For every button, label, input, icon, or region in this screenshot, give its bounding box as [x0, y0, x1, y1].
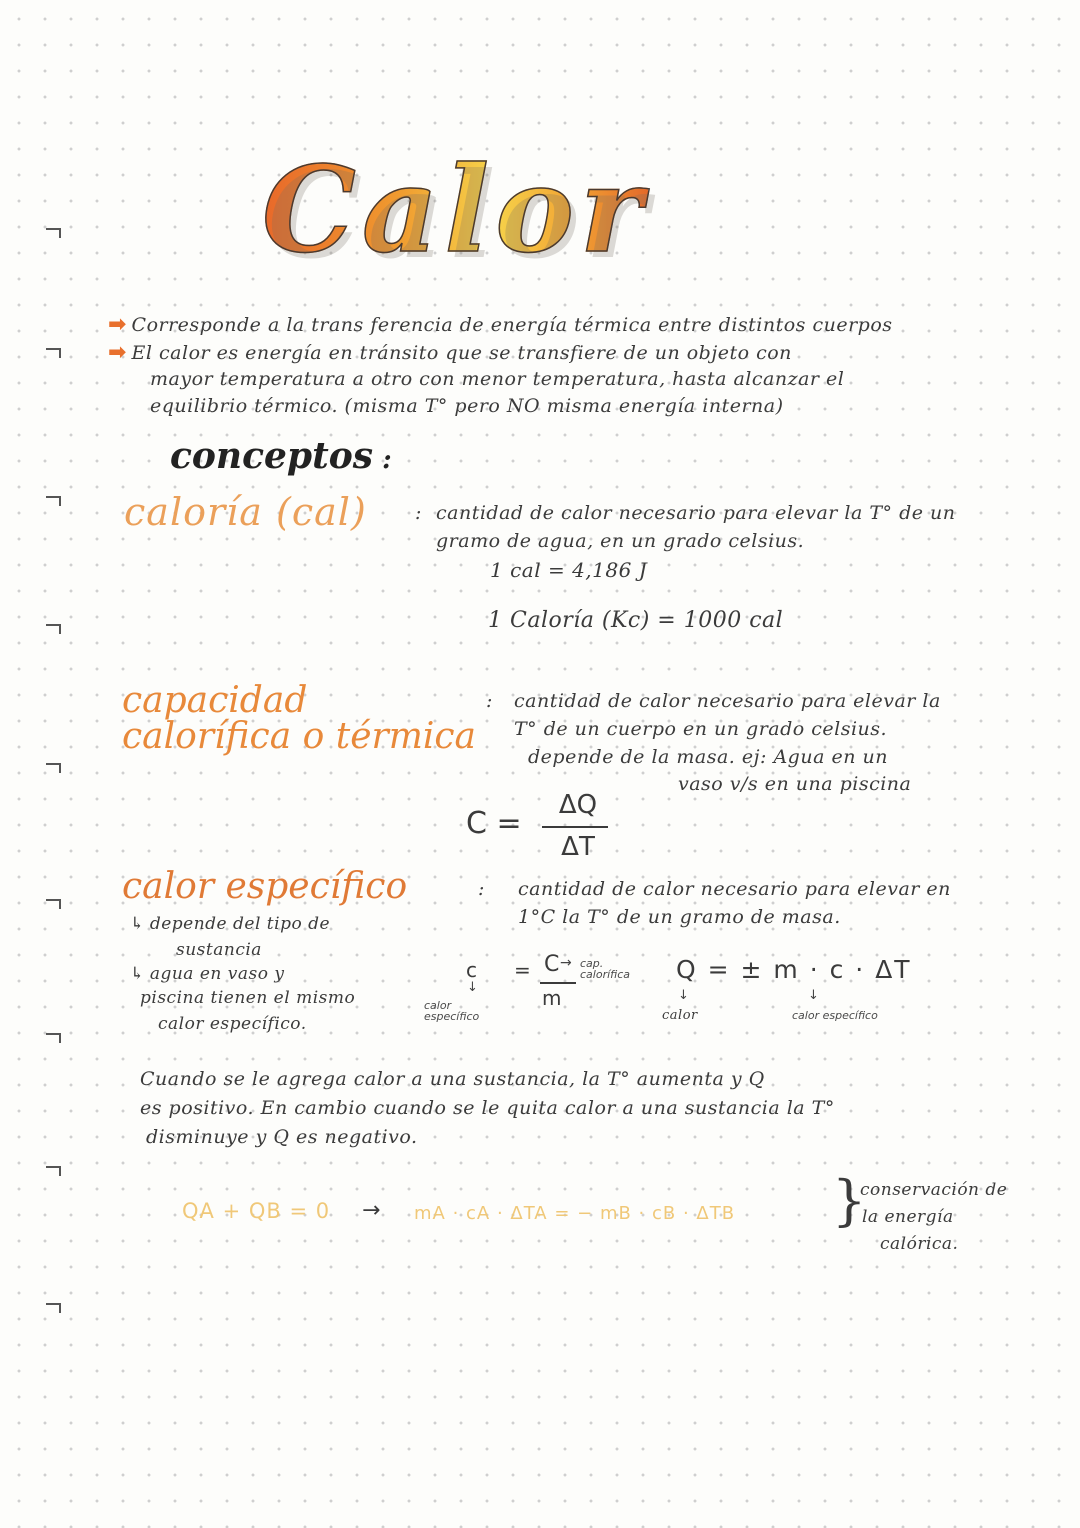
- hook-arrow-icon: ↳: [130, 964, 145, 984]
- capacidad-def: T° de un cuerpo en un grado celsius.: [514, 718, 888, 740]
- frac-num: C: [544, 952, 560, 977]
- especifico-def: 1°C la T° de un gramo de masa.: [518, 906, 841, 928]
- capacidad-def: cantidad de calor necesario para elevar la: [514, 690, 941, 712]
- paragraph-line: Cuando se le agrega calor a una sustancia, la T° aumenta y Q: [140, 1068, 765, 1090]
- arrow-right-icon: →: [560, 955, 572, 971]
- capacidad-def: vaso v/s en una piscina: [678, 773, 912, 795]
- caloria-eq2: 1 Caloría (Kc) = 1000 cal: [488, 608, 784, 633]
- capacidad-heading-1: capacidad: [122, 680, 308, 721]
- conservation-label: la energía: [862, 1207, 954, 1227]
- conservation-label: calórica.: [880, 1234, 959, 1254]
- capacidad-formula-lhs: C =: [466, 806, 522, 841]
- caloria-heading: caloría (cal): [124, 490, 367, 534]
- especifico-def: cantidad de calor necesario para elevar en: [518, 878, 951, 900]
- conceptos-heading: conceptos: [170, 435, 374, 477]
- arrow-down-icon: ↓: [678, 988, 689, 1003]
- eq-sign: =: [514, 958, 531, 982]
- brace-icon: }: [832, 1169, 867, 1232]
- c-symbol: c: [466, 958, 477, 982]
- conceptos-heading-wrap: [170, 435, 392, 477]
- note-text: agua en vaso y: [149, 964, 285, 984]
- capacidad-colon: :: [486, 690, 493, 712]
- conservation-formula-right: mA · cA · ΔTA = − mB · cB · ΔTB: [414, 1203, 736, 1224]
- especifico-colon: :: [478, 878, 485, 900]
- bullet-1: [108, 312, 893, 337]
- note-text: calor específico.: [158, 1014, 307, 1034]
- binder-mark: [46, 1160, 66, 1174]
- caloria-def: cantidad de calor necesario para elevar la T° de un: [436, 502, 956, 524]
- paragraph-line: es positivo. En cambio cuando se le quita calor a una sustancia la T°: [140, 1097, 835, 1119]
- intro-line: El calor es energía en tránsito que se transfiere de un objeto con: [131, 342, 792, 364]
- conservation-formula-left: QA + QB = 0: [182, 1199, 331, 1223]
- capacidad-formula-num: ΔQ: [558, 790, 598, 820]
- conservation-label: conservación de: [860, 1180, 1008, 1200]
- c2-label: calor específico: [792, 1009, 878, 1022]
- binder-mark: [46, 490, 66, 504]
- bullet-2: [108, 340, 792, 365]
- colon: :: [373, 445, 392, 475]
- capacidad-def: depende de la masa. ej: Agua en un: [528, 746, 888, 768]
- capacidad-formula-den: ΔT: [561, 832, 595, 862]
- fraction-bar: [540, 982, 576, 984]
- intro-line: Corresponde a la trans ferencia de energía térmica entre distintos cuerpos: [131, 314, 893, 336]
- q-label: calor: [662, 1008, 698, 1023]
- note-text: sustancia: [176, 940, 262, 960]
- intro-line: equilibrio térmico. (misma T° pero NO misma energía interna): [150, 395, 784, 417]
- frac-den: m: [542, 986, 562, 1010]
- arrow-right-icon: ➡: [108, 340, 127, 365]
- arrow-down-icon: ↓: [808, 988, 819, 1003]
- caloria-eq1: 1 cal = 4,186 J: [490, 558, 648, 582]
- binder-mark: [46, 893, 66, 907]
- c-label: calor específico: [424, 999, 480, 1023]
- page-title: Calor: [262, 140, 649, 279]
- binder-mark: [46, 1297, 66, 1311]
- paragraph-line: disminuye y Q es negativo.: [146, 1126, 418, 1148]
- q-formula: Q = ± m · c · ΔT: [676, 955, 912, 984]
- especifico-note-2: [130, 964, 284, 984]
- arrow-right-icon: →: [362, 1198, 381, 1223]
- especifico-heading: calor específico: [122, 866, 408, 907]
- hook-arrow-icon: ↳: [130, 914, 145, 934]
- especifico-note-1: [130, 914, 330, 934]
- caloria-colon: :: [415, 502, 422, 524]
- binder-mark: [46, 618, 66, 632]
- note-text: depende del tipo de: [149, 914, 331, 934]
- arrow-right-icon: ➡: [108, 312, 127, 337]
- frac-note: cap. calorífica: [580, 957, 631, 981]
- binder-mark: [46, 342, 66, 356]
- fraction-bar: [542, 826, 608, 828]
- note-text: piscina tienen el mismo: [140, 988, 356, 1008]
- binder-mark: [46, 222, 66, 236]
- binder-mark: [46, 1027, 66, 1041]
- capacidad-heading-2: calorífica o térmica: [122, 716, 476, 757]
- caloria-def: gramo de agua, en un grado celsius.: [436, 530, 805, 552]
- intro-line: mayor temperatura a otro con menor temperatura, hasta alcanzar el: [150, 368, 845, 390]
- arrow-down-icon: ↓: [467, 980, 478, 995]
- binder-mark: [46, 757, 66, 771]
